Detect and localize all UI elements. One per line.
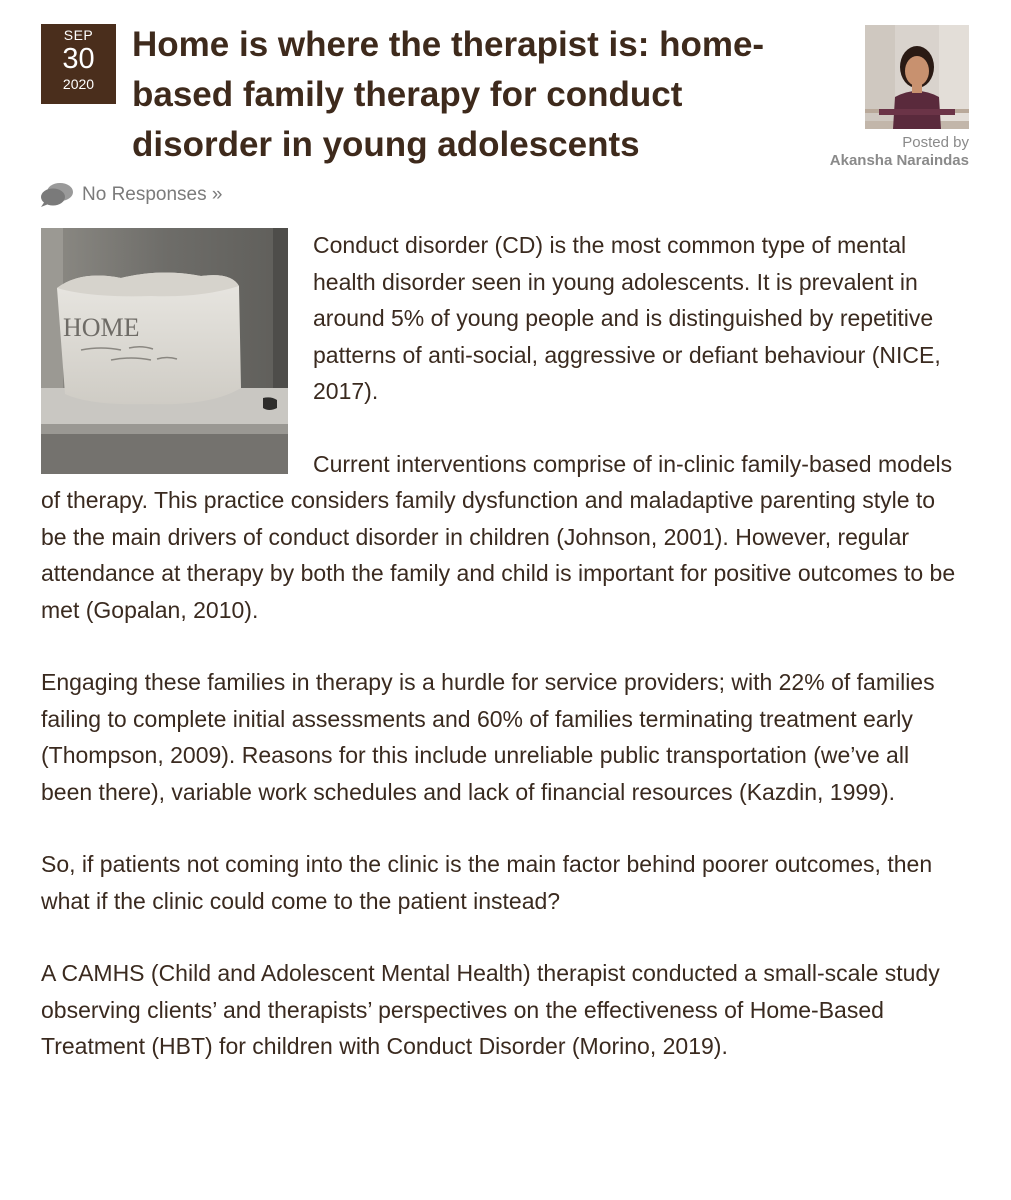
author-avatar-image (865, 25, 969, 129)
author-avatar[interactable] (865, 25, 969, 129)
date-badge (41, 24, 116, 104)
date-year: 2020 (62, 76, 95, 92)
article-paragraph: Engaging these families in therapy is a hurdle for service providers; with 22% of families failing to complete initial assessments and 60% of families terminating treatment early (Thompson, 2009). Reasons for this include unreliable public transportation (we’ve all been there), variable work schedules and lack of financial resources (Kazdin, 1999). (41, 669, 935, 805)
author-name-link[interactable]: Akansha Naraindas (829, 152, 969, 169)
date-day: 30 (62, 43, 95, 75)
author-credit (820, 134, 969, 170)
image-float-spacer (41, 227, 313, 481)
article-paragraph: Conduct disorder (CD) is the most common type of mental health disorder seen in young adolescents. It is prevalent in around 5% of young people and is distinguished by repetitive patterns of anti-social, aggressive or defiant behaviour (NICE, 2017). (313, 232, 941, 404)
post-title[interactable]: Home is where the therapist is: home-based family therapy for conduct disorder in young adolescents (132, 25, 765, 164)
posted-by-label: Posted by (902, 134, 969, 151)
article-paragraph: Current interventions comprise of in-clinic family-based models of therapy. This practice considers family dysfunction and maladaptive parenting style to be the main drivers of conduct disorder in children (Johnson, 2001). However, regular attendance at therapy by both the family and child is important for positive outcomes to be met (Gopalan, 2010). (41, 450, 956, 623)
article-paragraph: A CAMHS (Child and Adolescent Mental Health) therapist conducted a small-scale study observing clients’ and therapists’ perspectives on the effectiveness of Home-Based Treatment (HBT) for children with Conduct Disorder (Morino, 2019). (41, 960, 940, 1059)
article-body (41, 227, 961, 1101)
comment-bubble-icon (40, 182, 74, 208)
responses-link[interactable] (40, 182, 222, 208)
responses-label: No Responses » (82, 184, 223, 205)
pot-home-text: HOME (63, 313, 140, 342)
date-month: SEP (63, 27, 94, 43)
article-paragraph: So, if patients not coming into the clinic is the main factor behind poorer outcomes, then what if the clinic could come to the patient instead? (41, 851, 933, 914)
